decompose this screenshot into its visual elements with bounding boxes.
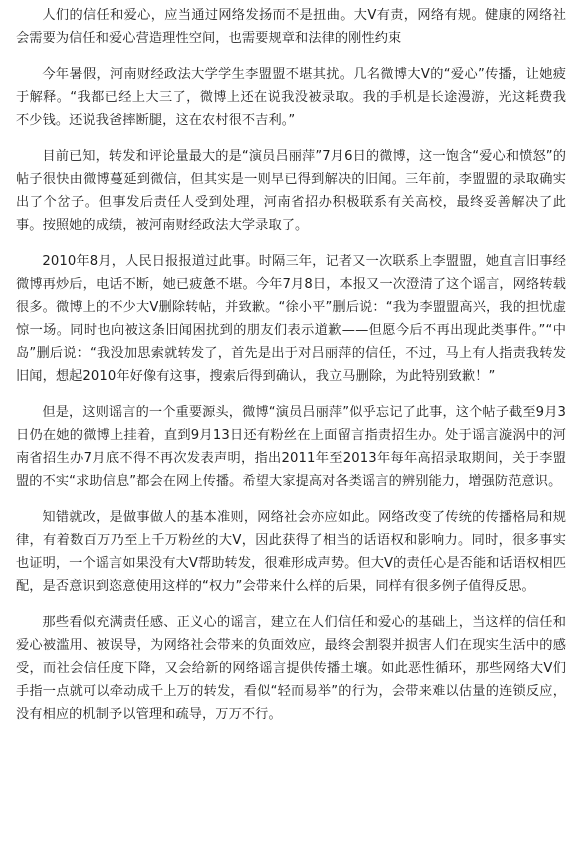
paragraph-gap	[8, 388, 570, 401]
paragraph-gap	[8, 132, 570, 145]
article-body	[8, 0, 570, 726]
paragraph-1: 人们的信任和爱心，应当通过网络发扬而不是扭曲。大V有责，网络有规。健康的网络社会需要为信任和爱心营造理性空间，也需要规章和法律的刚性约束	[16, 8, 566, 46]
paragraph-4: 2010年8月，人民日报报道过此事。时隔三年，记者又一次联系上李盟盟，她直言旧事经微博再炒后，电话不断，她已疲惫不堪。今年7月8日，本报又一次澄清了这个谣言，网络转载很多。微博上的不少大V删除转帖，并致歉。“徐小平”删后说：“我为李盟盟高兴，我的担忧虚惊一场。同时也向被这条旧闻困扰到的朋友们表示道歉——但愿今后不再出现此类事件。”“中岛”删后说：“我没加思索就转发了，首先是出于对吕丽萍的信任，不过，马上有人指责我转发旧闻，想起2010年好像有这事，搜索后得到确认，我立马删除，为此特别致歉！”	[16, 254, 566, 384]
paragraph-gap	[8, 237, 570, 250]
paragraph-gap	[8, 598, 570, 611]
paragraph-2: 今年暑假，河南财经政法大学学生李盟盟不堪其扰。几名微博大V的“爱心”传播，让她疲于解释。“我都已经上大三了，微博上还在说我没被录取。我的手机是长途漫游，光这耗费我不少钱。还说我爸摔断腿，这在农村很不吉利。”	[16, 67, 566, 128]
paragraph-7: 那些看似充满责任感、正义心的谣言，建立在人们信任和爱心的基础上，当这样的信任和爱心被滥用、被误导，为网络社会带来的负面效应，最终会割裂并损害人们在现实生活中的感受，而社会信任度下降，又会给新的网络谣言提供传播土壤。如此恶性循环，那些网络大V们手指一点就可以牵动成千上万的转发，看似“轻而易举”的行为，会带来难以估量的连锁反应，没有相应的机制予以管理和疏导，万万不行。	[16, 615, 566, 722]
paragraph-gap	[8, 50, 570, 63]
paragraph-6: 知错就改，是做事做人的基本准则，网络社会亦应如此。网络改变了传统的传播格局和规律，有着数百万乃至上千万粉丝的大V，因此获得了相当的话语权和影响力。同时，很多事实也证明，一个谣言如果没有大V帮助转发，很难形成声势。但大V的责任心是否能和话语权相匹配，是否意识到恣意使用这样的“权力”会带来什么样的后果，同样有很多例子值得反思。	[16, 510, 566, 594]
paragraph-5: 但是，这则谣言的一个重要源头，微博“演员吕丽萍”似乎忘记了此事，这个帖子截至9月3日仍在她的微博上挂着，直到9月13日还有粉丝在上面留言指责招生办。处于谣言漩涡中的河南省招生办7月底不得不再次发表声明，指出2011年至2013年每年高招录取期间，关于李盟盟的不实“求助信息”都会在网上传播。希望大家提高对各类谣言的辨别能力，增强防范意识。	[16, 405, 566, 489]
paragraph-3: 目前已知，转发和评论量最大的是“演员吕丽萍”7月6日的微博，这一饱含“爱心和愤怒”的帖子很快由微博蔓延到微信，但其实是一则早已得到解决的旧闻。三年前，李盟盟的录取确实出了个岔子。但事发后责任人受到处理，河南省招办积极联系有关高校，最终妥善解决了此事。按照她的成绩，被河南财经政法大学录取了。	[16, 149, 566, 233]
paragraph-gap	[8, 493, 570, 506]
